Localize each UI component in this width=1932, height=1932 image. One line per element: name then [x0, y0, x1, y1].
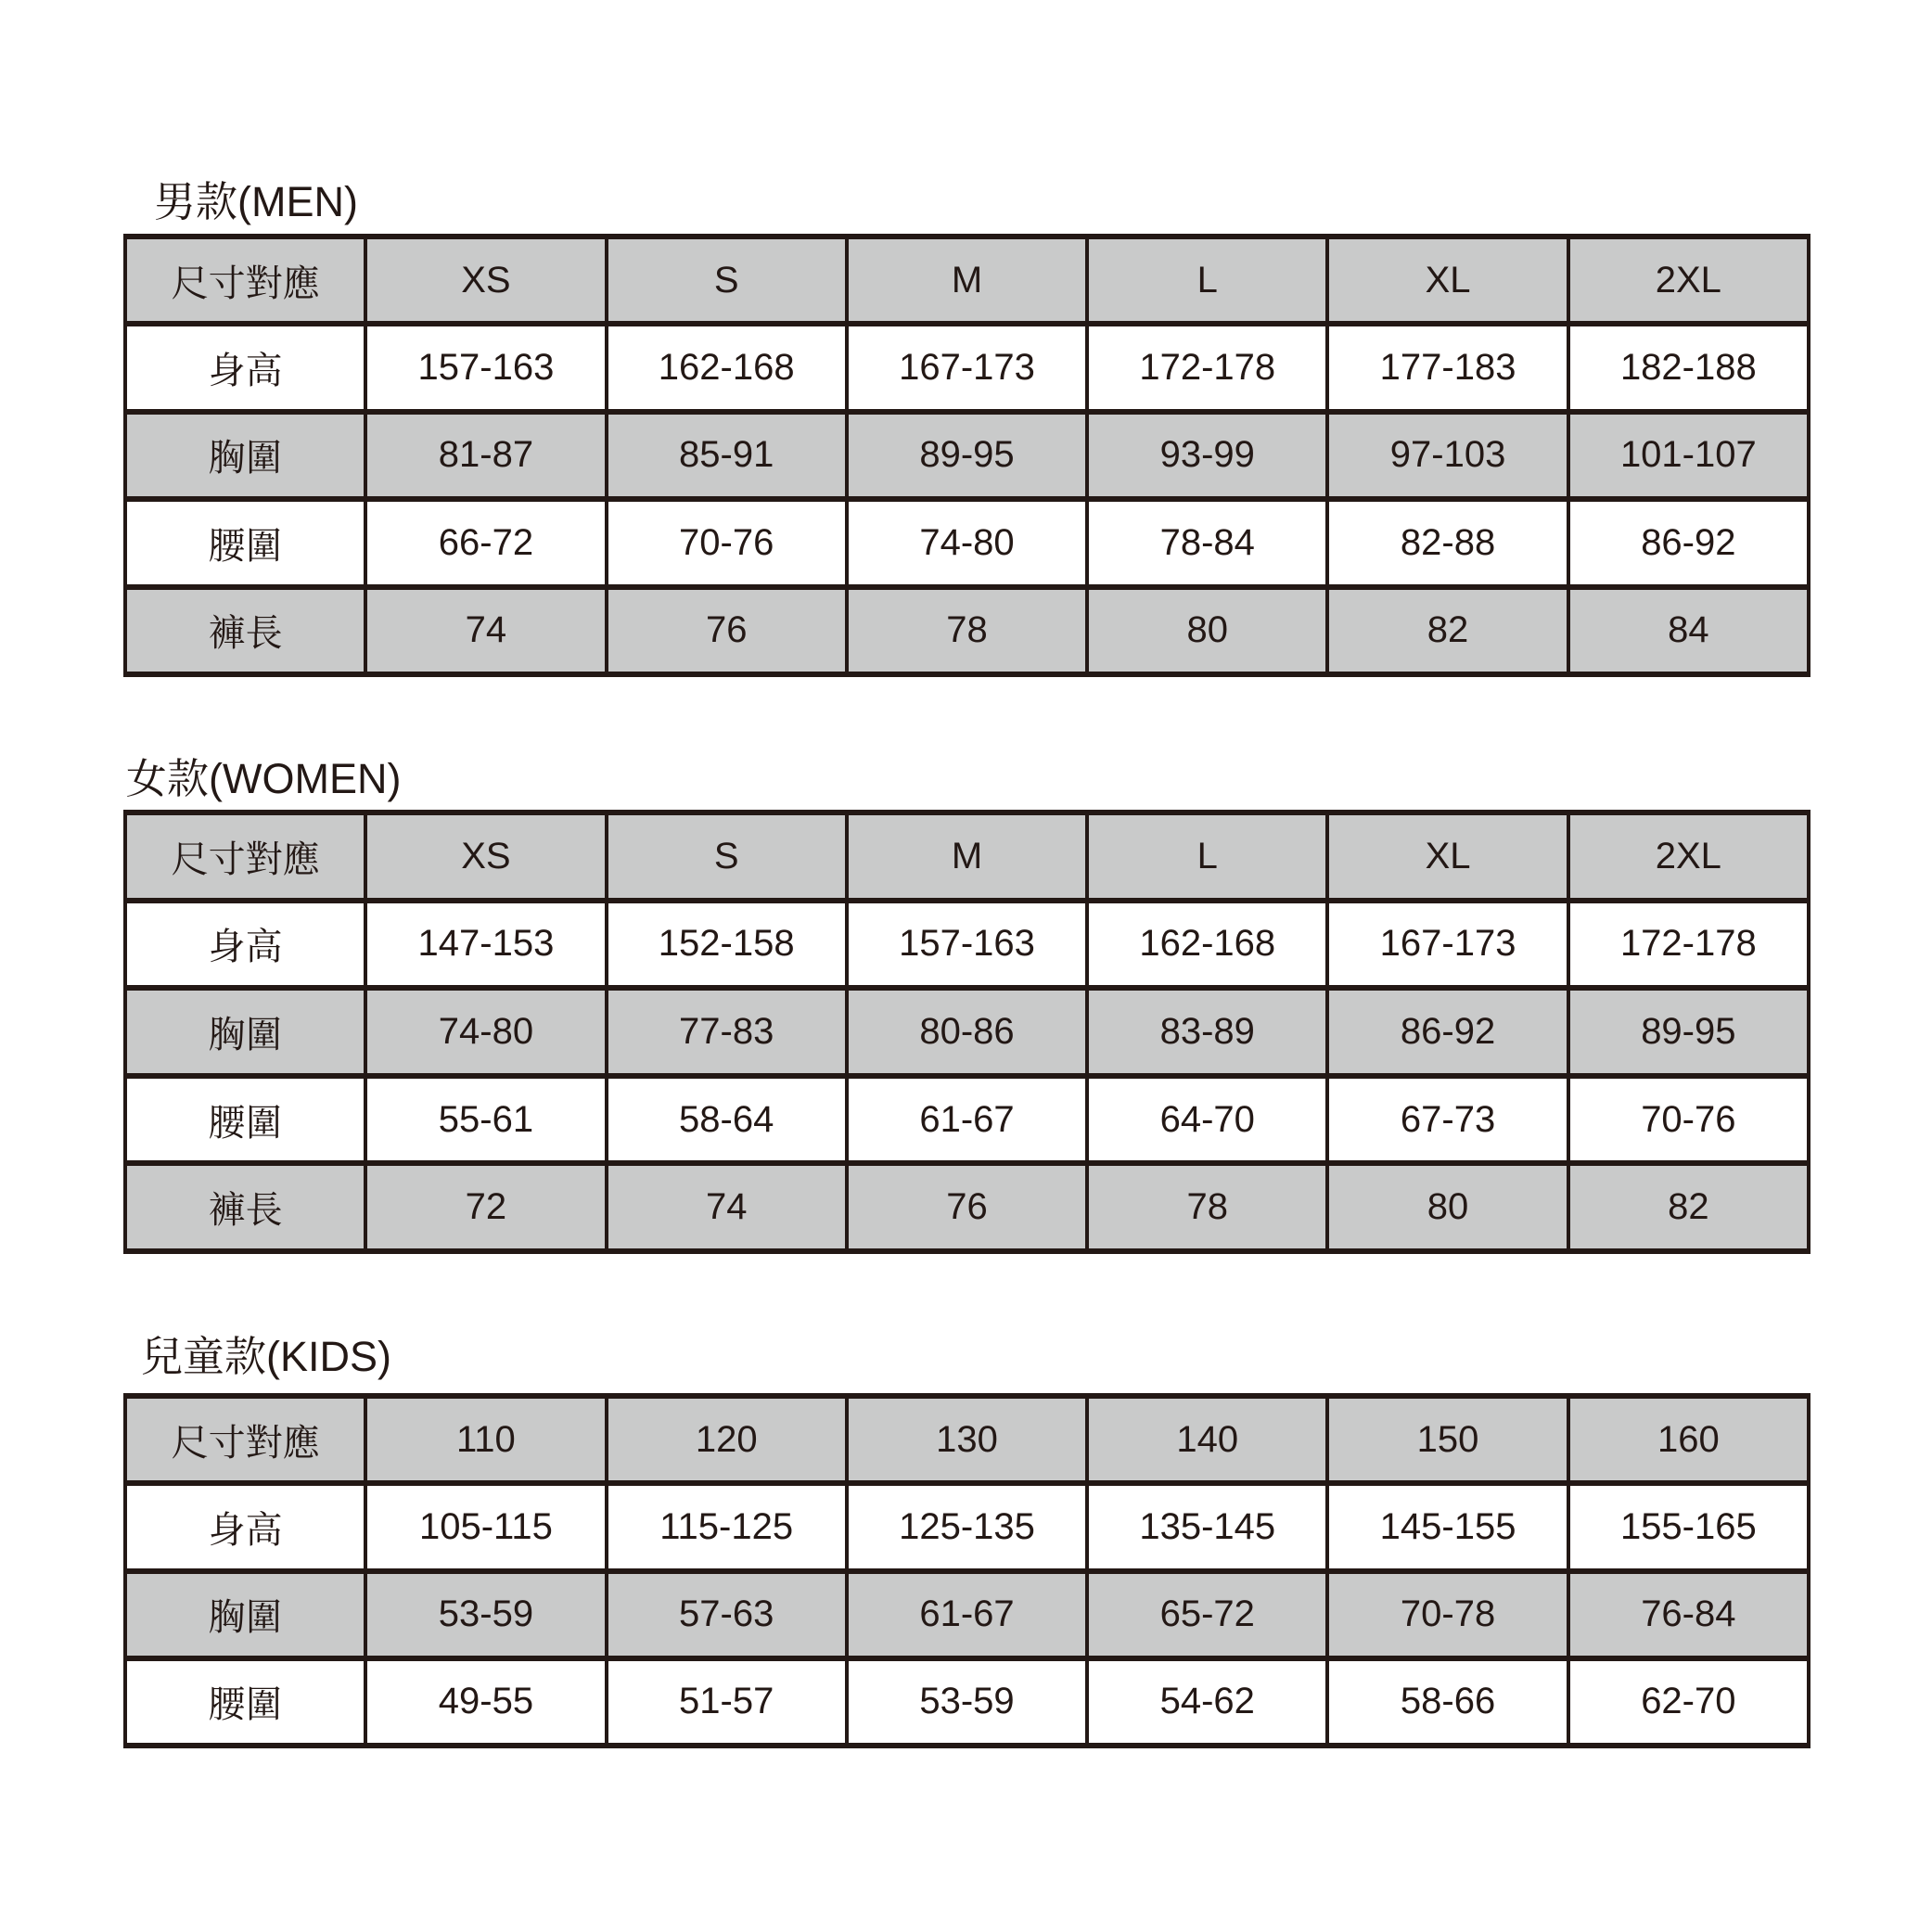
size-cell: 70-76	[1568, 1076, 1809, 1164]
size-cell: 182-188	[1568, 324, 1809, 411]
size-cell: 93-99	[1087, 412, 1327, 499]
size-cell: 157-163	[365, 324, 606, 411]
column-header: M	[847, 812, 1087, 901]
size-cell: 62-70	[1568, 1658, 1809, 1746]
column-header: 2XL	[1568, 237, 1809, 324]
men-table-title: 男款(MEN)	[154, 178, 358, 225]
size-cell: 54-62	[1087, 1658, 1327, 1746]
table-row	[125, 1483, 1809, 1570]
size-cell: 61-67	[847, 1076, 1087, 1164]
column-header: M	[847, 237, 1087, 324]
size-cell: 81-87	[365, 412, 606, 499]
column-header: S	[607, 812, 847, 901]
row-label: 身高	[125, 324, 365, 411]
column-header: 160	[1568, 1396, 1809, 1483]
size-cell: 65-72	[1087, 1571, 1327, 1658]
row-label: 腰圍	[125, 1658, 365, 1746]
size-corner-label: 尺寸對應	[125, 812, 365, 901]
table-row	[125, 1658, 1809, 1746]
size-cell: 70-76	[607, 499, 847, 586]
table-row	[125, 412, 1809, 499]
kids-size-table	[123, 1393, 1810, 1748]
size-cell: 135-145	[1087, 1483, 1327, 1570]
size-cell: 85-91	[607, 412, 847, 499]
size-cell: 70-78	[1327, 1571, 1567, 1658]
size-cell: 84	[1568, 587, 1809, 674]
column-header: S	[607, 237, 847, 324]
size-cell: 89-95	[1568, 988, 1809, 1076]
size-cell: 145-155	[1327, 1483, 1567, 1570]
size-cell: 86-92	[1327, 988, 1567, 1076]
size-cell: 82-88	[1327, 499, 1567, 586]
size-cell: 80	[1087, 587, 1327, 674]
size-cell: 53-59	[365, 1571, 606, 1658]
size-cell: 147-153	[365, 901, 606, 989]
row-label: 身高	[125, 1483, 365, 1570]
size-cell: 78	[1087, 1163, 1327, 1251]
size-cell: 74-80	[847, 499, 1087, 586]
size-cell: 58-66	[1327, 1658, 1567, 1746]
size-cell: 66-72	[365, 499, 606, 586]
size-cell: 55-61	[365, 1076, 606, 1164]
size-cell: 152-158	[607, 901, 847, 989]
size-cell: 162-168	[607, 324, 847, 411]
size-cell: 64-70	[1087, 1076, 1327, 1164]
size-cell: 82	[1568, 1163, 1809, 1251]
column-header: 2XL	[1568, 812, 1809, 901]
column-header: 150	[1327, 1396, 1567, 1483]
size-cell: 76-84	[1568, 1571, 1809, 1658]
size-cell: 86-92	[1568, 499, 1809, 586]
size-cell: 57-63	[607, 1571, 847, 1658]
table-row	[125, 901, 1809, 989]
size-corner-label: 尺寸對應	[125, 237, 365, 324]
women-header-row	[125, 812, 1809, 901]
row-label: 胸圍	[125, 1571, 365, 1658]
column-header: XS	[365, 237, 606, 324]
row-label: 腰圍	[125, 499, 365, 586]
size-cell: 115-125	[607, 1483, 847, 1570]
size-cell: 172-178	[1087, 324, 1327, 411]
size-cell: 167-173	[1327, 901, 1567, 989]
row-label: 身高	[125, 901, 365, 989]
size-cell: 61-67	[847, 1571, 1087, 1658]
size-cell: 167-173	[847, 324, 1087, 411]
table-row	[125, 1163, 1809, 1251]
size-cell: 97-103	[1327, 412, 1567, 499]
table-row	[125, 988, 1809, 1076]
women-table-title: 女款(WOMEN)	[125, 755, 402, 802]
row-label: 腰圍	[125, 1076, 365, 1164]
size-cell: 162-168	[1087, 901, 1327, 989]
column-header: 140	[1087, 1396, 1327, 1483]
row-label: 褲長	[125, 1163, 365, 1251]
kids-table-title: 兒童款(KIDS)	[141, 1333, 392, 1380]
size-cell: 78	[847, 587, 1087, 674]
size-cell: 67-73	[1327, 1076, 1567, 1164]
size-cell: 77-83	[607, 988, 847, 1076]
size-cell: 49-55	[365, 1658, 606, 1746]
row-label: 褲長	[125, 587, 365, 674]
table-row	[125, 1571, 1809, 1658]
size-cell: 78-84	[1087, 499, 1327, 586]
size-cell: 74-80	[365, 988, 606, 1076]
table-row	[125, 1076, 1809, 1164]
size-cell: 53-59	[847, 1658, 1087, 1746]
column-header: L	[1087, 237, 1327, 324]
men-header-row	[125, 237, 1809, 324]
size-cell: 82	[1327, 587, 1567, 674]
table-row	[125, 324, 1809, 411]
size-cell: 80	[1327, 1163, 1567, 1251]
column-header: XS	[365, 812, 606, 901]
size-cell: 72	[365, 1163, 606, 1251]
size-cell: 76	[847, 1163, 1087, 1251]
size-cell: 83-89	[1087, 988, 1327, 1076]
column-header: 110	[365, 1396, 606, 1483]
size-cell: 80-86	[847, 988, 1087, 1076]
men-size-table	[123, 234, 1810, 677]
row-label: 胸圍	[125, 412, 365, 499]
size-cell: 172-178	[1568, 901, 1809, 989]
column-header: 120	[607, 1396, 847, 1483]
column-header: 130	[847, 1396, 1087, 1483]
column-header: L	[1087, 812, 1327, 901]
column-header: XL	[1327, 812, 1567, 901]
women-size-table	[123, 810, 1810, 1254]
size-cell: 177-183	[1327, 324, 1567, 411]
table-row	[125, 499, 1809, 586]
size-cell: 105-115	[365, 1483, 606, 1570]
size-cell: 74	[365, 587, 606, 674]
kids-header-row	[125, 1396, 1809, 1483]
size-cell: 157-163	[847, 901, 1087, 989]
size-cell: 101-107	[1568, 412, 1809, 499]
table-row	[125, 587, 1809, 674]
size-corner-label: 尺寸對應	[125, 1396, 365, 1483]
size-cell: 89-95	[847, 412, 1087, 499]
size-cell: 155-165	[1568, 1483, 1809, 1570]
size-cell: 125-135	[847, 1483, 1087, 1570]
size-cell: 76	[607, 587, 847, 674]
size-cell: 58-64	[607, 1076, 847, 1164]
column-header: XL	[1327, 237, 1567, 324]
size-cell: 74	[607, 1163, 847, 1251]
row-label: 胸圍	[125, 988, 365, 1076]
size-cell: 51-57	[607, 1658, 847, 1746]
